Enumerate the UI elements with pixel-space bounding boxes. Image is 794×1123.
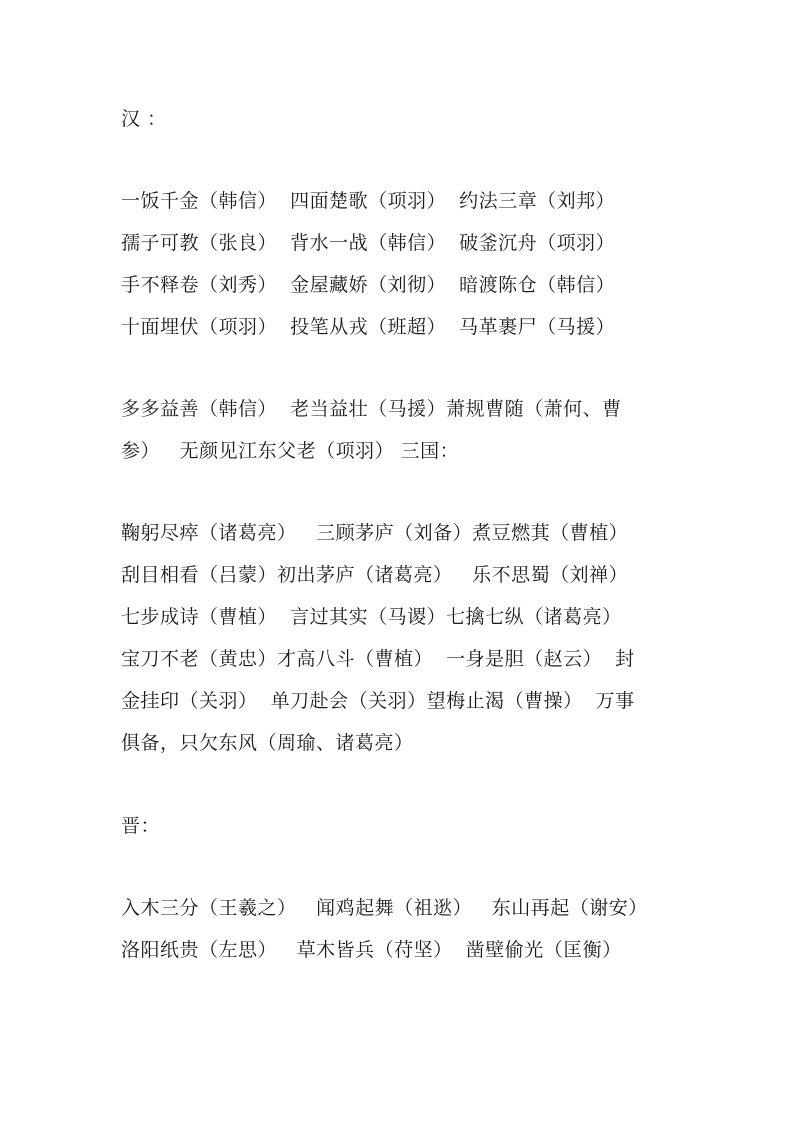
text-line: 多多益善（韩信） 老当益壮（马援）萧规曹随（萧何、曹: [121, 398, 622, 420]
text-line: 鞠躬尽瘁（诸葛亮） 三顾茅庐（刘备）煮豆燃萁（曹植）: [121, 522, 629, 544]
text-line: 俱备，只欠东风（周瑜、诸葛亮）: [121, 732, 414, 754]
text-line: 手不释卷（刘秀） 金屋藏娇（刘彻） 暗渡陈仓（韩信）: [121, 274, 616, 296]
text-line: 一饭千金（韩信） 四面楚歌（项羽） 约法三章（刘邦）: [121, 190, 616, 212]
text-line: 刮目相看（吕蒙）初出茅庐（诸葛亮） 乐不思蜀（刘禅）: [121, 564, 629, 586]
section-heading-jin: 晋：: [121, 815, 161, 837]
text-line: 金挂印（关羽） 单刀赴会（关羽）望梅止渴（曹操） 万事: [121, 690, 635, 712]
text-line: 七步成诗（曹植） 言过其实（马谡）七擒七纵（诸葛亮）: [121, 606, 622, 628]
text-line: 十面埋伏（项羽） 投笔从戎（班超） 马革裹尸（马援）: [121, 316, 616, 338]
section-heading-han: 汉 ：: [121, 108, 167, 130]
text-line: 洛阳纸贵（左思） 草木皆兵（苻坚） 凿壁偷光（匡衡）: [121, 939, 622, 961]
text-line: 宝刀不老（黄忠）才高八斗（曹植） 一身是胆（赵云） 封: [121, 648, 635, 670]
text-line: 孺子可教（张良） 背水一战（韩信） 破釜沉舟（项羽）: [121, 232, 616, 254]
text-line: 参） 无颜见江东父老（项羽） 三国：: [121, 440, 460, 462]
text-line: 入木三分（王羲之） 闻鸡起舞（祖逖） 东山再起（谢安）: [121, 897, 648, 919]
